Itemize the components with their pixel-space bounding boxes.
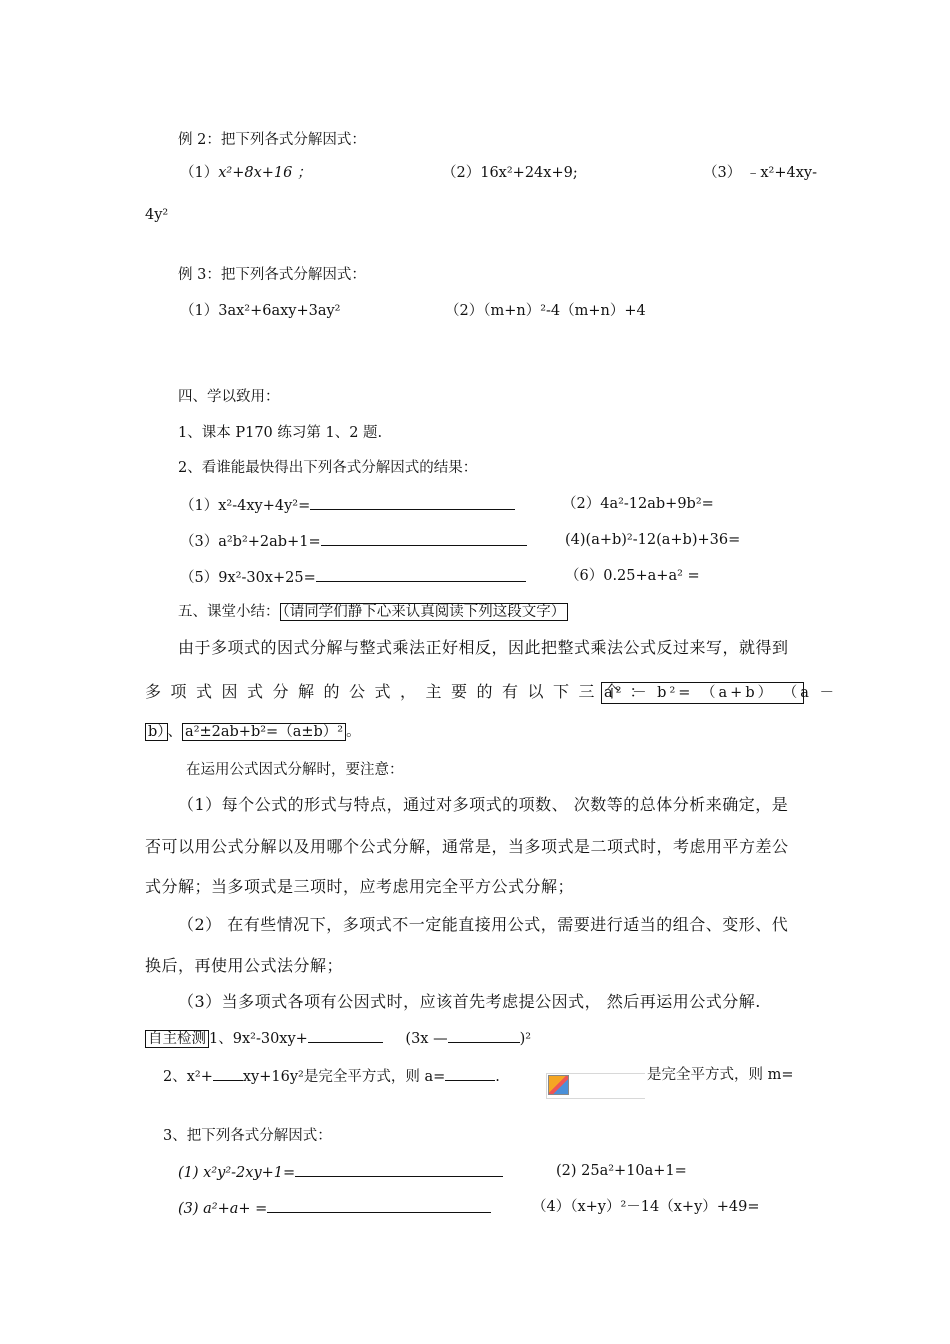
- answer-blank[interactable]: [267, 1197, 491, 1213]
- example-2-title: 例 2：把下列各式分解因式：: [178, 132, 366, 148]
- answer-blank[interactable]: [310, 494, 515, 510]
- missing-formula-image: [546, 1073, 645, 1099]
- ex3-problem-2: （2）（m+n）²-4（m+n）+4: [445, 303, 646, 319]
- answer-blank[interactable]: [445, 1065, 495, 1081]
- section-4-title: 四、学以致用：: [178, 389, 280, 405]
- answer-blank[interactable]: [213, 1065, 243, 1081]
- answer-blank[interactable]: [295, 1161, 503, 1177]
- sec4-q3: （3）a²b²+2ab+1=: [180, 530, 527, 552]
- self-check-q2-cont: 是完全平方式，则 m=: [647, 1067, 794, 1083]
- note-1-line-2: 否可以用公式分解以及用哪个公式分解，通常是，当多项式是二项式时，考虑用平方差公: [145, 837, 789, 856]
- usage-note: 在运用公式因式分解时，要注意：: [186, 762, 404, 778]
- sec4-q2: （2）4a²-12ab+9b²=: [562, 496, 714, 512]
- answer-blank[interactable]: [321, 530, 527, 546]
- sec4-q5: （5）9x²-30x+25=: [180, 566, 526, 588]
- self-check-badge: 自主检测: [145, 1030, 209, 1048]
- self-check-q3-4: （4）（x+y）²－14（x+y）+49=: [532, 1199, 760, 1215]
- section-5-title: 五、课堂小结： （请同学们静下心来认真阅读下列这段文字）: [178, 602, 568, 622]
- self-check-q3-2: (2) 25a²+10a+1=: [556, 1163, 687, 1179]
- sec4-q1: （1）x²-4xy+4y²=: [180, 494, 515, 516]
- sec4-item-1: 1、课本 P170 练习第 1、2 题.: [178, 425, 383, 441]
- self-check-q3-title: 3、把下列各式分解因式：: [163, 1128, 332, 1144]
- perfect-square-formula: a²±2ab+b²=（a±b）²: [182, 723, 346, 741]
- sec4-q6: （6）0.25+a+a² =: [565, 568, 700, 584]
- sec4-q4: (4)(a+b)²-12(a+b)+36=: [565, 532, 741, 548]
- summary-paragraph-2: 多项式因式分解的公式，主要的有以下三个：: [145, 682, 656, 701]
- formula-line: b） 、 a²±2ab+b²=（a±b）² 。: [145, 722, 361, 742]
- self-check-q3-1: (1) x²y²-2xy+1=: [178, 1161, 503, 1183]
- note-1-line-1: （1）每个公式的形式与特点，通过对多项式的项数、 次数等的总体分析来确定，是: [178, 795, 789, 814]
- answer-blank[interactable]: [316, 566, 526, 582]
- note-1-line-3: 式分解；当多项式是三项时，应考虑用完全平方公式分解；: [145, 877, 575, 896]
- sec4-item-2: 2、看谁能最快得出下列各式分解因式的结果：: [178, 460, 478, 476]
- note-3: （3）当多项式各项有公因式时，应该首先考虑提公因式， 然后再运用公式分解.: [178, 992, 761, 1011]
- difference-of-squares-formula: a² － b²= （a+b） （a －: [601, 682, 804, 704]
- self-check-q2: 2、x²+ xy+16y²是完全平方式，则 a= .: [163, 1065, 500, 1087]
- answer-blank[interactable]: [308, 1027, 383, 1043]
- ex2-problem-2: （2）16x²+24x+9;: [442, 165, 578, 181]
- ex2-problem-3-cont: 4y²: [145, 207, 169, 223]
- ex2-problem-1: （1）x²+8x+16 ；: [180, 165, 312, 181]
- note-2-line-2: 换后，再使用公式法分解；: [145, 956, 344, 975]
- example-3-title: 例 3：把下列各式分解因式：: [178, 267, 366, 283]
- ex3-problem-1: （1）3ax²+6axy+3ay²: [180, 303, 341, 319]
- answer-blank[interactable]: [448, 1027, 520, 1043]
- ex2-problem-3: （3） ﹣x²+4xy-: [703, 165, 817, 181]
- self-check-q1: 自主检测 1、9x²-30xy+ (3x — )²: [145, 1027, 531, 1049]
- note-2-line-1: （2） 在有些情况下，多项式不一定能直接用公式，需要进行适当的组合、变形、代: [178, 915, 789, 934]
- boxed-instruction: （请同学们静下心来认真阅读下列这段文字）: [280, 603, 569, 621]
- self-check-q3-3: (3) a²+a+ =: [178, 1197, 491, 1219]
- summary-paragraph-1: 由于多项式的因式分解与整式乘法正好相反，因此把整式乘法公式反过来写，就得到: [178, 638, 789, 657]
- broken-image-icon: [548, 1075, 569, 1095]
